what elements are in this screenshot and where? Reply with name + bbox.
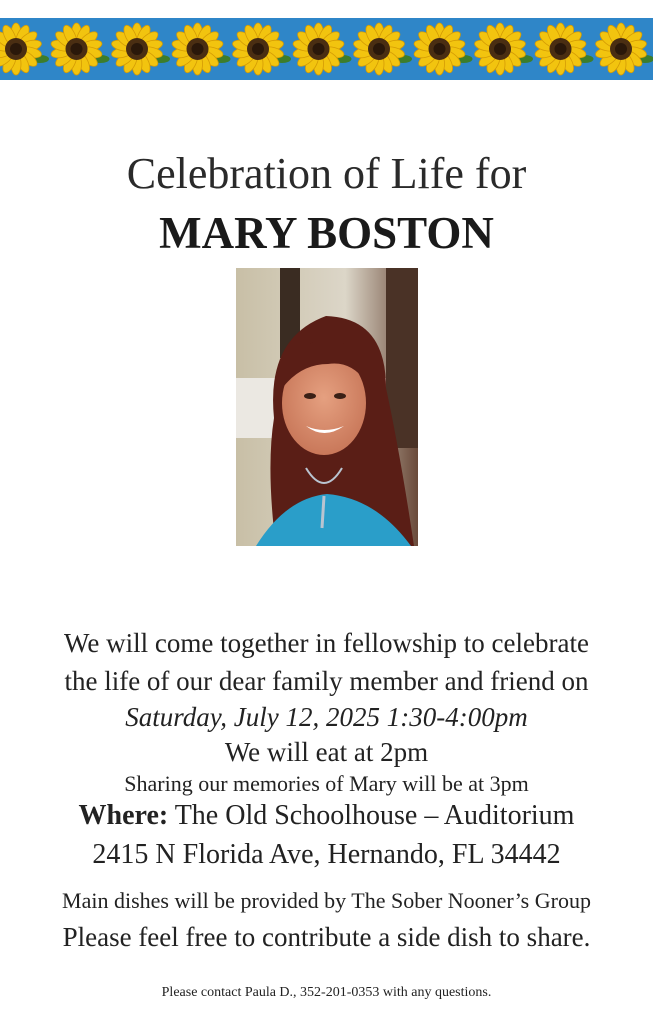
sunflower-icon xyxy=(474,23,533,75)
sunflower-icon xyxy=(50,23,109,75)
sunflower-border xyxy=(0,18,653,80)
sunflower-icon xyxy=(595,23,653,75)
where-value: The Old Schoolhouse – Auditorium xyxy=(174,800,575,831)
sunflower-icon xyxy=(534,23,593,75)
contribute-note: Please feel free to contribute a side dish to share. xyxy=(62,922,591,952)
contact-note: Please contact Paula D., 352-201-0353 with any questions. xyxy=(161,985,492,1000)
where-label: Where: xyxy=(78,800,169,831)
sunflower-icon xyxy=(0,23,49,75)
sunflower-icon xyxy=(111,23,170,75)
sunflower-icon xyxy=(171,23,230,75)
portrait-photo xyxy=(236,268,418,546)
dishes-note: Main dishes will be provided by The Sober Nooner’s Group xyxy=(62,888,591,913)
sunflower-border-icon xyxy=(0,18,653,80)
page-title: Celebration of Life for xyxy=(126,149,527,198)
memories-time: Sharing our memories of Mary will be at 3pm xyxy=(124,771,529,796)
sunflower-icon xyxy=(413,23,472,75)
intro-line-2: the life of our dear family member and friend on xyxy=(64,666,589,696)
honoree-name: MARY BOSTON xyxy=(159,208,494,258)
location-line xyxy=(0,799,653,833)
intro-line-1: We will come together in fellowship to celebrate xyxy=(64,628,589,658)
sunflower-icon xyxy=(232,23,291,75)
eat-time: We will eat at 2pm xyxy=(224,737,429,767)
address: 2415 N Florida Ave, Hernando, FL 34442 xyxy=(92,839,561,870)
sunflower-icon xyxy=(292,23,351,75)
sunflower-icon xyxy=(353,23,412,75)
event-date-time: Saturday, July 12, 2025 1:30-4:00pm xyxy=(125,702,528,732)
